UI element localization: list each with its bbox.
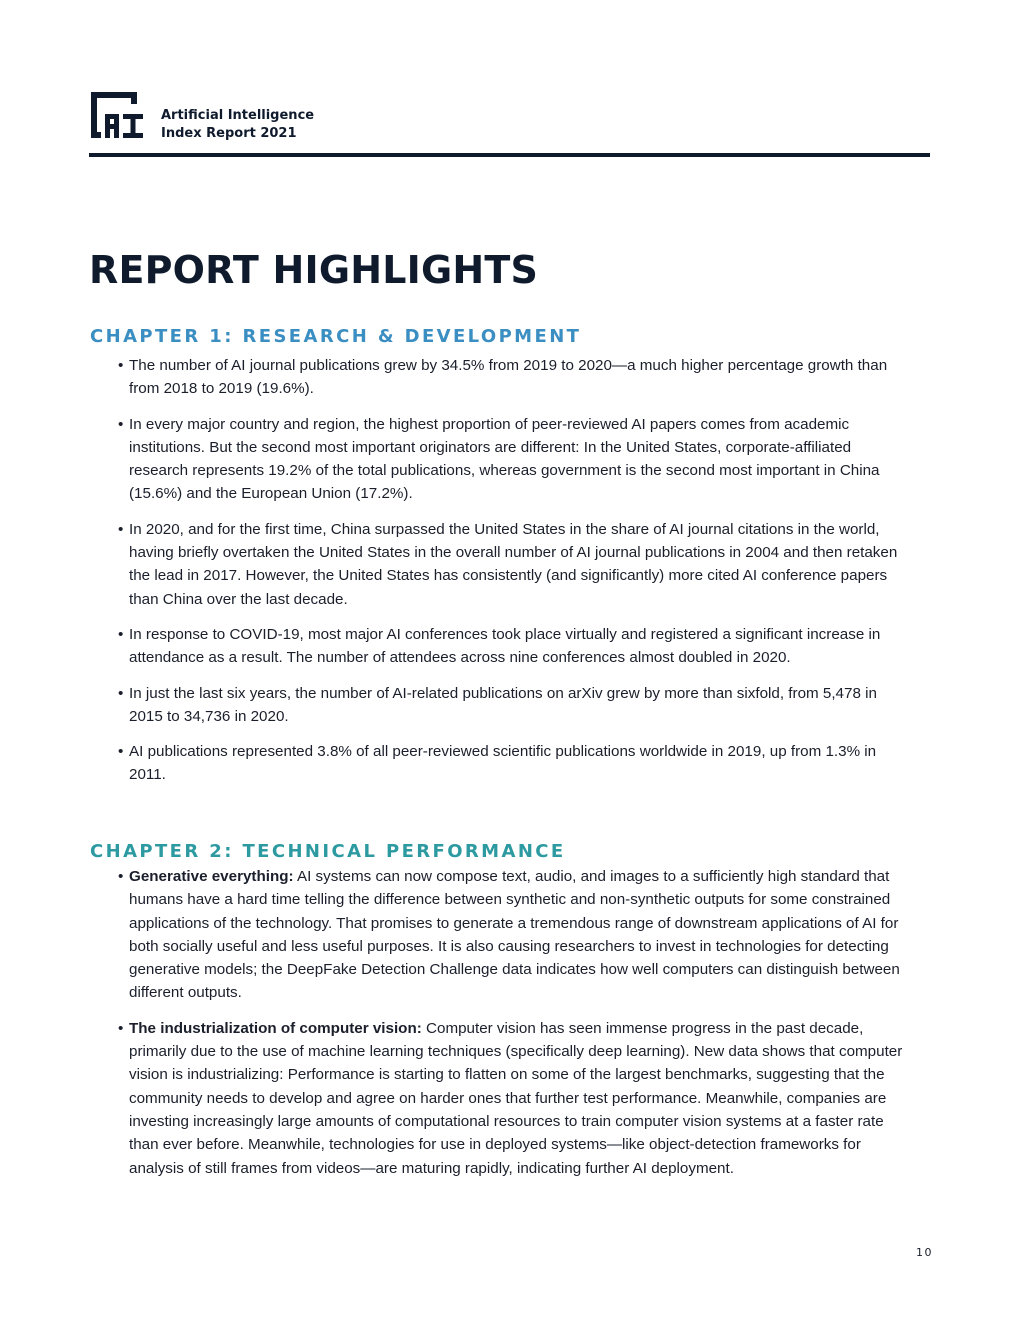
list-item: • In 2020, and for the first time, China surpassed the United States in the share of AI journal citations in the world, having briefly overtaken the United States in the overall number of AI journal publications in 2004 and then retaken the lead in 2017. However, the United States has consistently (and significantly) more cited AI conference papers than China over the last decade.	[118, 518, 908, 611]
report-name-line1: Artificial Intelligence	[161, 108, 315, 123]
chapter-2-heading: CHAPTER 2: TECHNICAL PERFORMANCE	[90, 841, 566, 862]
list-item: • In every major country and region, the highest proportion of peer-reviewed AI papers comes from academic institutions. But the second most important originators are different: In the United States, corporate-affiliated research represents 19.2% of the total publications, whereas government is the second most important in China (15.6%) and the European Union (17.2%).	[118, 413, 908, 506]
page-title: REPORT HIGHLIGHTS	[89, 248, 539, 292]
chapter-1-highlights	[118, 354, 908, 799]
list-item: • AI publications represented 3.8% of all peer-reviewed scientific publications worldwide in 2019, up from 1.3% in 2011.	[118, 740, 908, 787]
list-item	[118, 865, 908, 1005]
report-name-line2: Index Report 2021	[161, 126, 297, 141]
bullet-lead: The industrialization of computer vision:	[129, 1019, 422, 1037]
page-number: 10	[916, 1246, 933, 1259]
list-item: • In response to COVID-19, most major AI conferences took place virtually and registered a significant increase in attendance as a result. The number of attendees across nine conferences almost doubled in 2020.	[118, 623, 908, 670]
report-header	[89, 88, 930, 158]
bullet-lead: Generative everything:	[129, 868, 294, 885]
chapter-2-highlights	[118, 865, 908, 1192]
ai-index-logo	[89, 90, 145, 142]
list-item: • The number of AI journal publications grew by 34.5% from 2019 to 2020—a much higher percentage growth than from 2018 to 2019 (19.6%).	[118, 354, 908, 401]
chapter-1-heading: CHAPTER 1: RESEARCH & DEVELOPMENT	[90, 326, 582, 347]
list-item: • In just the last six years, the number of AI-related publications on arXiv grew by more than sixfold, from 5,478 in 2015 to 34,736 in 2020.	[118, 682, 908, 729]
header-divider	[89, 153, 930, 157]
bullet-text: Computer vision has seen immense progress in the past decade, primarily due to the use of machine learning techniques (specifically deep learning). New data shows that computer vision is industrializing: Performance is starting to flatten on some of the largest benchmarks, suggesting that the community needs to develop and agree on harder ones that further test performance. Meanwhile, companies are investing increasingly large amounts of computational resources to train computer vision systems at a faster rate than ever before. Meanwhile, technologies for use in deployed systems—like object-detection frameworks for analysis of still frames from videos—are maturing rapidly, indicating further AI deployment.	[129, 1019, 903, 1177]
bullet-text: AI systems can now compose text, audio, and images to a sufficiently high standard that humans have a hard time telling the difference between synthetic and non-synthetic outputs for some constrained applications of the technology. That promises to generate a tremendous range of downstream applications of AI for both socially useful and less useful purposes. It is also causing researchers to invest in technologies for detecting generative models; the DeepFake Detection Challenge data indicates how well computers can distinguish between different outputs.	[129, 868, 900, 1002]
report-name	[161, 107, 314, 143]
list-item	[118, 1017, 908, 1180]
